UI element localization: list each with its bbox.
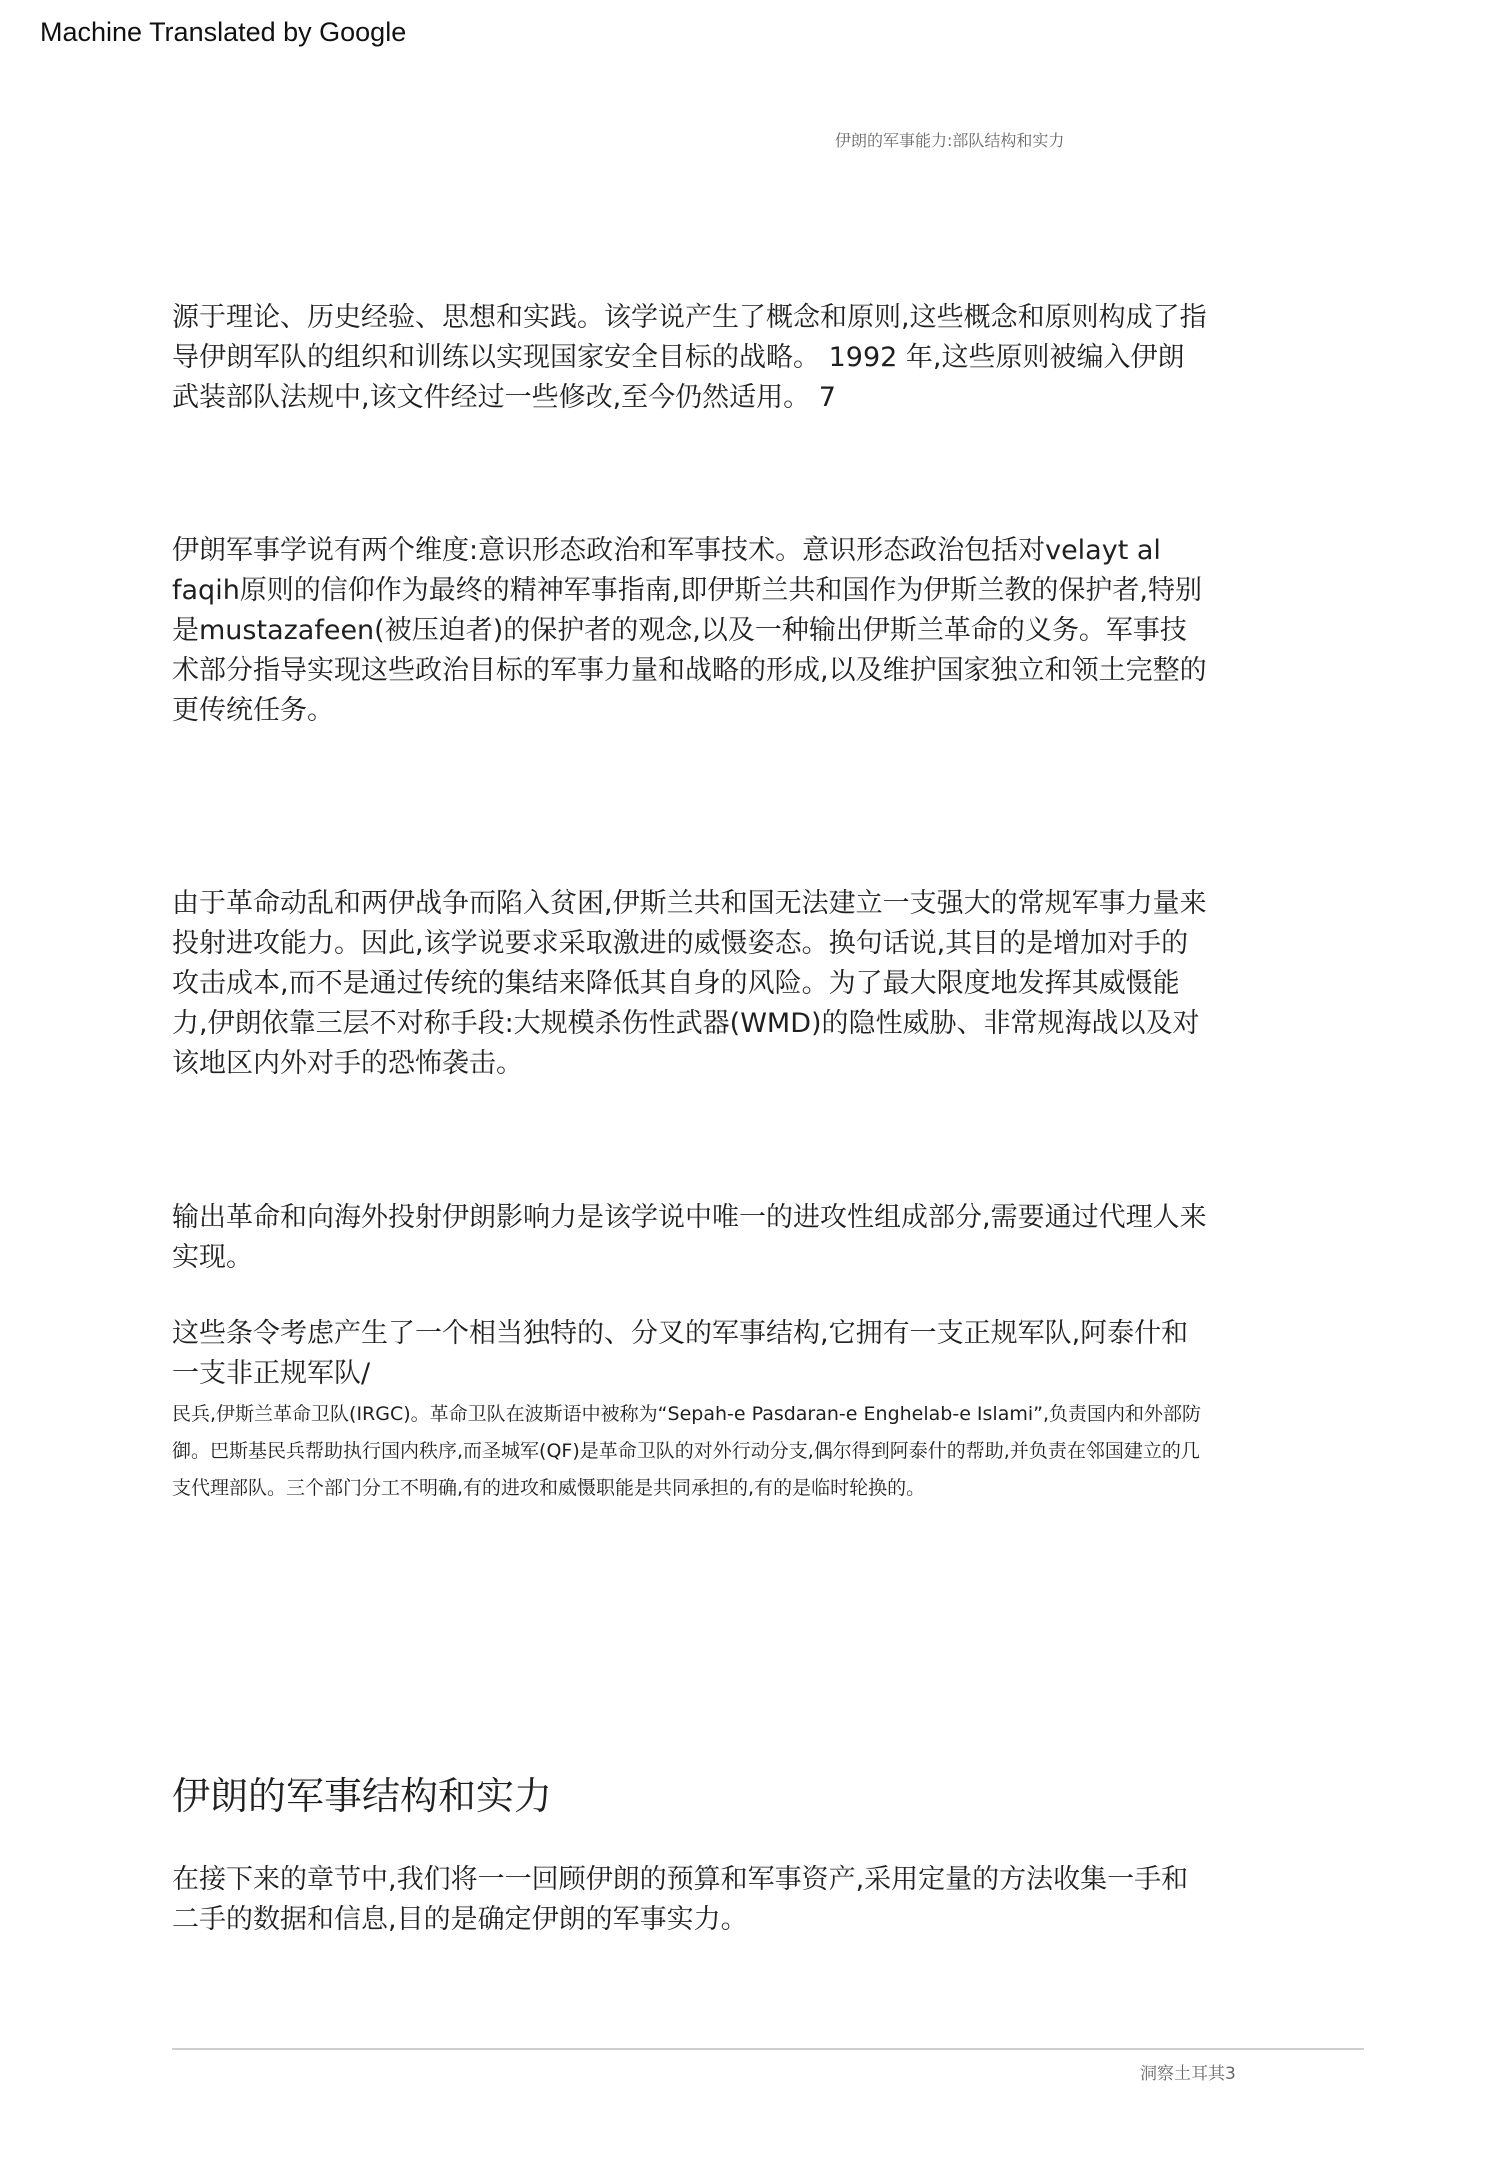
running-header: 伊朗的军事能力:部队结构和实力	[835, 131, 1065, 150]
paragraph-bifurcated-structure: 这些条令考虑产生了一个相当独特的、分叉的军事结构,它拥有一支正规军队,阿泰什和一支非正规军队/	[172, 1318, 1189, 1389]
footer-divider	[172, 2048, 1364, 2050]
paragraph-doctrine-dimensions: 伊朗军事学说有两个维度:意识形态政治和军事技术。意识形态政治包括对velayt al faqih原则的信仰作为最终的精神军事指南,即伊斯兰共和国作为伊斯兰教的保护者,特别是mustazafeen(被压迫者)的保护者的观念,以及一种输出伊斯兰革命的义务。军事技术部分指导实现这些政治目标的军事力量和战略的形成,以及维护国家独立和领土完整的更传统任务。	[172, 535, 1207, 726]
paragraph-exporting-revolution: 输出革命和向海外投射伊朗影响力是该学说中唯一的进攻性组成部分,需要通过代理人来实现。	[172, 1202, 1207, 1273]
section-intro-paragraph: 在接下来的章节中,我们将一一回顾伊朗的预算和军事资产,采用定量的方法收集一手和二手的数据和信息,目的是确定伊朗的军事实力。	[172, 1864, 1189, 1935]
section-title: 伊朗的军事结构和实力	[172, 1774, 553, 1818]
paragraph-doctrine-origin: 源于理论、历史经验、思想和实践。该学说产生了概念和原则,这些概念和原则构成了指导伊朗军队的组织和训练以实现国家安全目标的战略。 1992 年,这些原则被编入伊朗武装部队法规中,该文件经过一些修改,至今仍然适用。 7	[172, 302, 1207, 413]
paragraph-irgc-description: 民兵,伊斯兰革命卫队(IRGC)。革命卫队在波斯语中被称为“Sepah-e Pasdaran-e Enghelab-e Islami”,负责国内和外部防御。巴斯基民兵帮助执行国内秩序,而圣城军(QF)是革命卫队的对外行动分支,偶尔得到阿泰什的帮助,并负责在邻国建立的几支代理部队。三个部门分工不明确,有的进攻和威慑职能是共同承担的,有的是临时轮换的。	[172, 1403, 1202, 1499]
machine-translation-banner: Machine Translated by Google	[40, 17, 407, 47]
footer-page-label: 洞察土耳其3	[1140, 2064, 1236, 2084]
paragraph-deterrence-posture: 由于革命动乱和两伊战争而陷入贫困,伊斯兰共和国无法建立一支强大的常规军事力量来投射进攻能力。因此,该学说要求采取激进的威慑姿态。换句话说,其目的是增加对手的攻击成本,而不是通过传统的集结来降低其自身的风险。为了最大限度地发挥其威慑能力,伊朗依靠三层不对称手段:大规模杀伤性武器(WMD)的隐性威胁、非常规海战以及对该地区内外对手的恐怖袭击。	[172, 888, 1207, 1079]
